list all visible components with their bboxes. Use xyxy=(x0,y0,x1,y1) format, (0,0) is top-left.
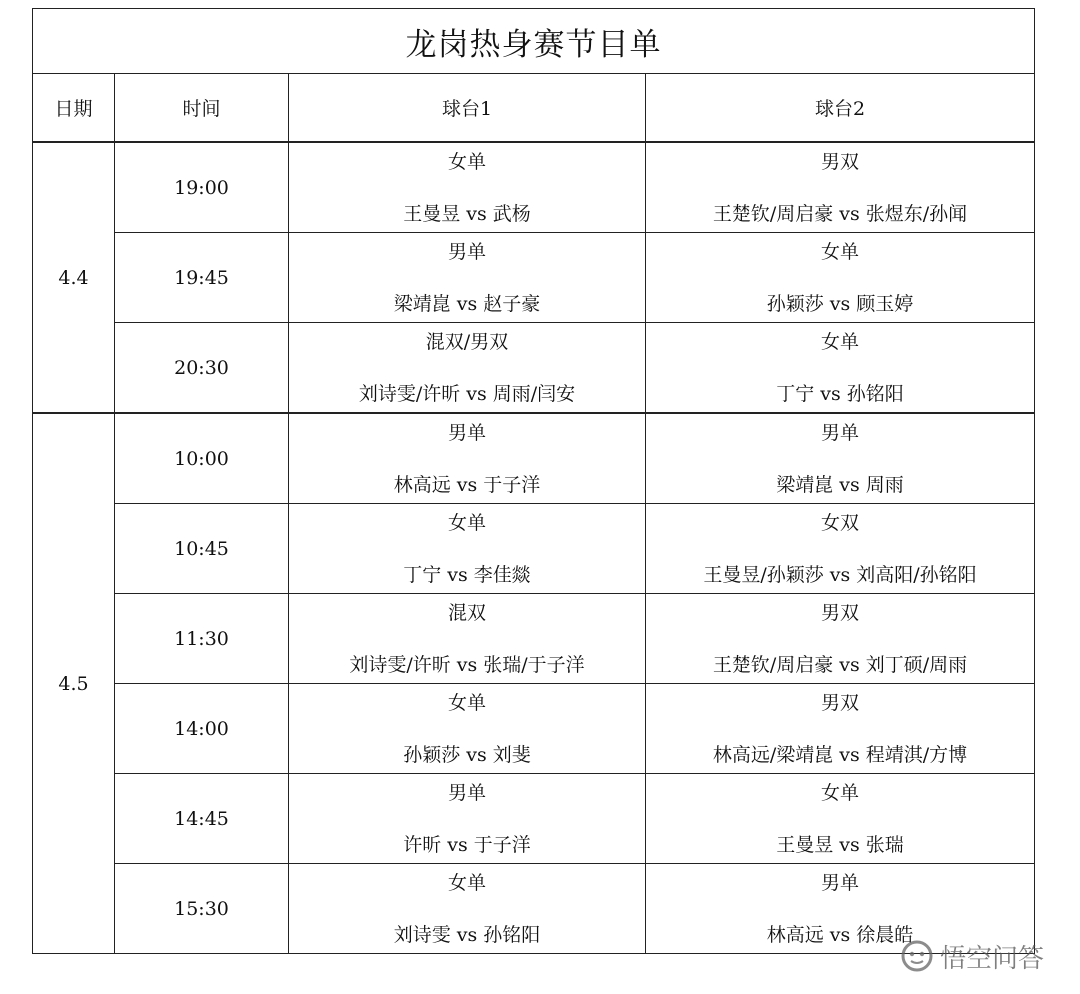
date-cell: 4.5 xyxy=(33,413,115,954)
schedule-body xyxy=(33,142,1035,954)
table1-match-cell xyxy=(289,323,646,414)
event-type: 混双/男双 xyxy=(425,331,509,353)
watermark xyxy=(900,935,1070,977)
match-players: 刘诗雯/许昕 vs 张瑞/于子洋 xyxy=(349,654,585,676)
schedule-row xyxy=(33,323,1035,414)
table2-match-cell xyxy=(646,323,1035,414)
event-type: 男单 xyxy=(447,782,486,804)
table2-match-cell xyxy=(646,684,1035,774)
table1-match-cell xyxy=(289,233,646,323)
match-players: 梁靖崑 vs 周雨 xyxy=(776,474,904,496)
event-type: 女单 xyxy=(447,872,486,894)
schedule-row xyxy=(33,142,1035,233)
match-players: 孙颖莎 vs 顾玉婷 xyxy=(766,293,914,315)
event-type: 男双 xyxy=(820,692,859,714)
schedule-row xyxy=(33,684,1035,774)
table2-match-cell xyxy=(646,504,1035,594)
watermark-text: 悟空问答 xyxy=(940,943,1045,974)
time-cell: 19:45 xyxy=(115,233,289,323)
time-cell: 10:00 xyxy=(115,413,289,504)
schedule-row xyxy=(33,413,1035,504)
schedule-table xyxy=(32,8,1035,954)
date-cell: 4.4 xyxy=(33,142,115,413)
table2-match-cell xyxy=(646,594,1035,684)
table1-match-cell xyxy=(289,684,646,774)
table2-match-cell xyxy=(646,413,1035,504)
table2-match-cell xyxy=(646,233,1035,323)
time-cell: 14:00 xyxy=(115,684,289,774)
schedule-row xyxy=(33,504,1035,594)
match-players: 刘诗雯 vs 孙铭阳 xyxy=(393,924,541,946)
match-players: 王楚钦/周启豪 vs 张煜东/孙闻 xyxy=(712,203,968,225)
match-players: 丁宁 vs 李佳燚 xyxy=(403,564,531,586)
schedule-row xyxy=(33,864,1035,954)
event-type: 女双 xyxy=(820,512,859,534)
event-type: 女单 xyxy=(820,241,859,263)
event-type: 男单 xyxy=(447,422,486,444)
event-type: 男单 xyxy=(820,872,859,894)
event-type: 男单 xyxy=(820,422,859,444)
header-time: 时间 xyxy=(115,74,289,143)
table1-match-cell xyxy=(289,774,646,864)
time-cell: 11:30 xyxy=(115,594,289,684)
table1-match-cell xyxy=(289,594,646,684)
event-type: 男单 xyxy=(447,241,486,263)
match-players: 梁靖崑 vs 赵子豪 xyxy=(393,293,541,315)
table1-match-cell xyxy=(289,413,646,504)
event-type: 混双 xyxy=(447,602,486,624)
event-type: 女单 xyxy=(447,692,486,714)
table2-match-cell xyxy=(646,142,1035,233)
match-players: 王曼昱/孙颖莎 vs 刘高阳/孙铭阳 xyxy=(703,564,977,586)
match-players: 孙颖莎 vs 刘斐 xyxy=(403,744,531,766)
time-cell: 19:00 xyxy=(115,142,289,233)
match-players: 王楚钦/周启豪 vs 刘丁硕/周雨 xyxy=(712,654,968,676)
time-cell: 14:45 xyxy=(115,774,289,864)
schedule-row xyxy=(33,774,1035,864)
schedule-row xyxy=(33,233,1035,323)
time-cell: 10:45 xyxy=(115,504,289,594)
header-table2: 球台2 xyxy=(646,74,1035,143)
event-type: 女单 xyxy=(447,151,486,173)
match-players: 林高远 vs 于子洋 xyxy=(393,474,541,496)
time-cell: 15:30 xyxy=(115,864,289,954)
match-players: 王曼昱 vs 武杨 xyxy=(403,203,531,225)
match-players: 丁宁 vs 孙铭阳 xyxy=(776,383,904,405)
match-players: 林高远 vs 徐晨皓 xyxy=(766,924,914,946)
event-type: 男双 xyxy=(820,151,859,173)
event-type: 男双 xyxy=(820,602,859,624)
match-players: 林高远/梁靖崑 vs 程靖淇/方博 xyxy=(712,744,968,766)
event-type: 女单 xyxy=(820,782,859,804)
table2-match-cell xyxy=(646,774,1035,864)
match-players: 王曼昱 vs 张瑞 xyxy=(776,834,904,856)
wukong-logo-icon xyxy=(900,939,934,973)
page-title: 龙岗热身赛节目单 xyxy=(33,9,1035,74)
header-table1: 球台1 xyxy=(289,74,646,143)
header-date: 日期 xyxy=(33,74,115,143)
event-type: 女单 xyxy=(447,512,486,534)
table1-match-cell xyxy=(289,504,646,594)
match-players: 刘诗雯/许昕 vs 周雨/闫安 xyxy=(358,383,576,405)
time-cell: 20:30 xyxy=(115,323,289,414)
event-type: 女单 xyxy=(820,331,859,353)
table1-match-cell xyxy=(289,864,646,954)
table1-match-cell xyxy=(289,142,646,233)
schedule-row xyxy=(33,594,1035,684)
match-players: 许昕 vs 于子洋 xyxy=(403,834,531,856)
